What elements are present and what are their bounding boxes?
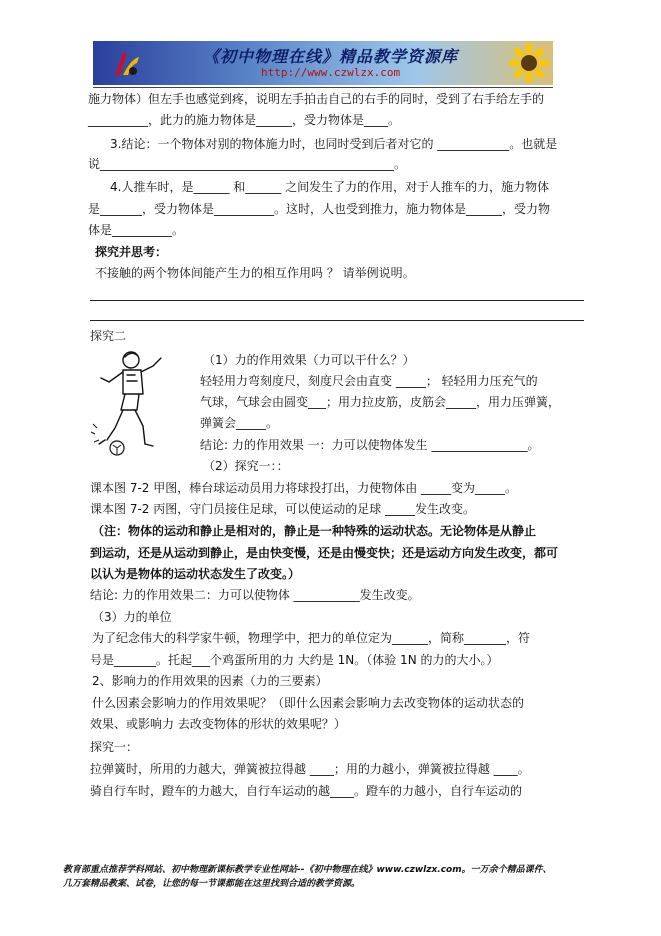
banner-title: 《初中物理在线》精品教学资源库 [203,47,459,66]
text-line: 轻轻用力弯刻度尺，刻度尺会由直变 _____； 轻轻用力压充气的 [200,374,538,388]
text-line: 拉弹簧时，所用的力越大，弹簧被拉得越 ____；用的力越小，弹簧被拉得越 ____。 [90,762,530,776]
banner-url[interactable]: http://www.czwlzx.com [261,66,401,79]
text-line: 弹簧会_____。 [200,416,279,430]
text-line: 说_________________________________________________。 [88,157,407,171]
text-line: 课本图 7-2 丙图，守门员接住足球，可以使运动的足球 _____发生改变。 [90,502,476,516]
footer-text: 教育部重点推荐学科网站、初中物理新课标教学专业性网站--《初中物理在线》www.czwlzx.com。一万余个精品课件、 [63,865,552,875]
section-heading: 探究并思考： [95,245,168,259]
note-text: 以认为是物体的运动状态发生了改变。） [90,567,301,581]
subsection-heading: 2、影响力的作用效果的因素（力的三要素） [92,674,328,688]
header-divider [93,87,553,88]
text-line: 施力物体）但左手也感觉到疼，说明左手拍击自己的右手的同时，受到了右手给左手的 [88,92,545,106]
text-line: 是_______，受力物体是__________。这时，人也受到推力，施力物体是______，受力物 [88,202,551,216]
subsection-heading: 探究一： [90,740,139,754]
text-line: 课本图 7-2 甲图，棒台球运动员用力将球投打出，力使物体由 _____变为_____。 [90,481,518,495]
text-line: 4.人推车时，是______ 和______ 之间发生了力的作用，对于人推车的力，施力物体 [110,180,550,194]
text-line: 结论: 力的作用效果二：力可以使物体 ___________发生改变。 [90,588,420,602]
subsection-heading: （2）探究一：： [203,459,289,473]
sunflower-icon [509,43,549,83]
subsection-heading: （1）力的作用效果（力可以干什么？） [203,353,415,367]
text-line: 号是_______。托起___个鸡蛋所用的力 大约是 1N。（体验 1N 的力的大小。） [90,653,499,667]
text-line: 效果、或影响力 去改变物体的形状的效果呢？） [90,717,346,731]
answer-line [90,320,584,321]
text-line: 气球，气球会由圆变___；用力拉皮筋，皮筋会_____，用力压弹簧， [200,395,561,409]
text-line: 结论: 力的作用效果 一：力可以使物体发生 ________________。 [200,438,540,452]
text-line: 骑自行车时，蹬车的力越大，自行车运动的越____。蹬车的力越小，自行车运动的 [90,784,523,798]
text-line: __________，此力的施力物体是______，受力物体是____。 [88,113,401,127]
site-logo-icon [111,49,141,79]
header-banner [93,41,553,85]
text-line: 什么因素会影响力的作用效果呢？（即什么因素会影响力去改变物体的运动状态的 [92,696,525,710]
section-heading: 探究二 [90,329,127,343]
text-line: 为了纪念伟大的科学家牛顿，物理学中，把力的单位定为______，简称_______，符 [92,631,531,645]
answer-line [90,300,584,301]
football-player-illustration [87,348,169,458]
text-line: 3.结论：一个物体对别的物体施力时，也同时受到后者对它的 ____________。也就是 [110,137,558,151]
text-line: 不接触的两个物体间能产生力的相互作用吗 ？ 请举例说明。 [95,266,415,280]
note-text: 到运动，还是从运动到静止，是由快变慢，还是由慢变快；还是运动方向发生改变，都可 [90,546,559,560]
text-line: 体是__________。 [88,223,185,237]
note-text: （注：物体的运动和静止是相对的，静止是一种特殊的运动状态。无论物体是从静止 [92,524,537,538]
footer-text: 几万套精品教案、试卷，让您的每一节课都能在这里找到合适的教学资源。 [63,879,361,889]
subsection-heading: （3）力的单位 [92,610,172,624]
